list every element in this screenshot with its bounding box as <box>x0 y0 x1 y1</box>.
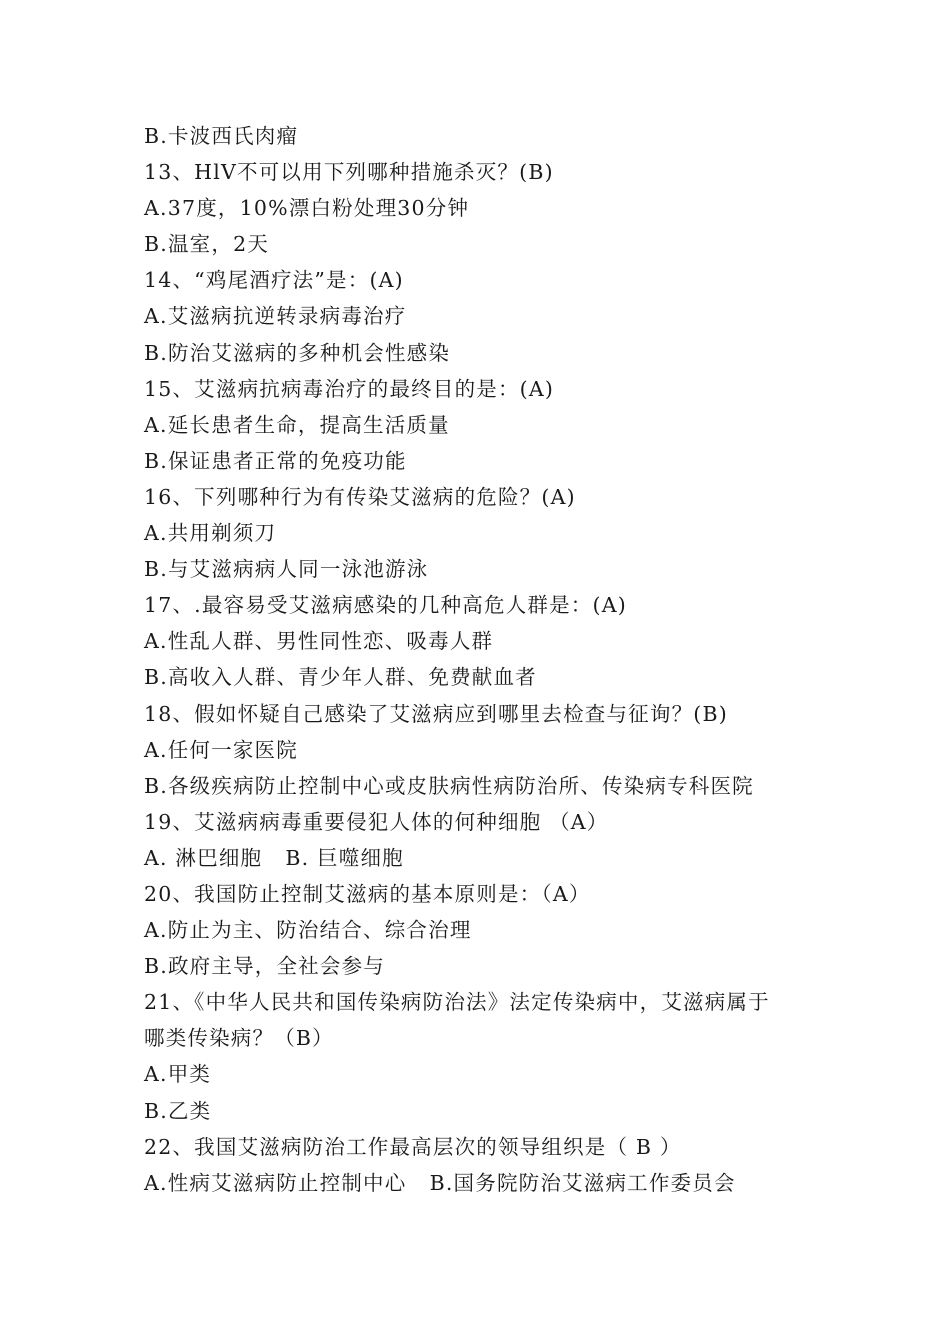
question-18: 18、假如怀疑自己感染了艾滋病应到哪里去检查与征询？(B) <box>144 701 728 726</box>
answer-option-line: B.温室，2天 <box>144 232 270 257</box>
question-20: 20、我国防止控制艾滋病的基本原则是：（A） <box>144 881 591 906</box>
question-21: 21、《中华人民共和国传染病防治法》法定传染病中，艾滋病属于 <box>144 990 770 1015</box>
question-21-continued: 哪类传染病？（B） <box>144 1026 334 1051</box>
answer-option-line: B.各级疾病防止控制中心或皮肤病性病防治所、传染病专科医院 <box>144 773 754 798</box>
question-16: 16、下列哪种行为有传染艾滋病的危险？(A) <box>144 484 576 509</box>
answer-option-line: A.防止为主、防治结合、综合治理 <box>144 918 472 943</box>
answer-option-line: A. 淋巴细胞 B. 巨噬细胞 <box>144 845 404 870</box>
answer-option-line: A.艾滋病抗逆转录病毒治疗 <box>144 304 407 329</box>
question-22: 22、我国艾滋病防治工作最高层次的领导组织是（ B ） <box>144 1134 682 1159</box>
answer-option-line: B.乙类 <box>144 1098 212 1123</box>
question-17: 17、.最容易受艾滋病感染的几种高危人群是：(A) <box>144 593 627 618</box>
answer-option-line: B.政府主导，全社会参与 <box>144 954 385 979</box>
answer-option-line: A.性乱人群、男性同性恋、吸毒人群 <box>144 629 494 654</box>
question-19: 19、艾滋病病毒重要侵犯人体的何种细胞 （A） <box>144 809 609 834</box>
answer-option-line: A.甲类 <box>144 1062 212 1087</box>
answer-option-line: B.保证患者正常的免疫功能 <box>144 448 407 473</box>
answer-option-line: A.性病艾滋病防止控制中心 B.国务院防治艾滋病工作委员会 <box>144 1170 736 1195</box>
answer-option-line: B.高收入人群、青少年人群、免费献血者 <box>144 665 537 690</box>
answer-option-line: A.延长患者生命，提高生活质量 <box>144 412 450 437</box>
answer-option-line: B.与艾滋病病人同一泳池游泳 <box>144 557 429 582</box>
answer-option-line: B.防治艾滋病的多种机会性感染 <box>144 340 451 365</box>
answer-option-line: B.卡波西氏肉瘤 <box>144 124 299 148</box>
answer-option-line: A.37度，10%漂白粉处理30分钟 <box>144 196 470 221</box>
document-body <box>144 118 824 1201</box>
question-15: 15、艾滋病抗病毒治疗的最终目的是：(A) <box>144 376 555 401</box>
question-14: 14、“鸡尾酒疗法”是：(A) <box>144 268 404 293</box>
answer-option-line: A.共用剃须刀 <box>144 521 277 546</box>
question-13: 13、HlV不可以用下列哪种措施杀灭？(B) <box>144 160 554 185</box>
answer-option-line: A.任何一家医院 <box>144 737 298 762</box>
